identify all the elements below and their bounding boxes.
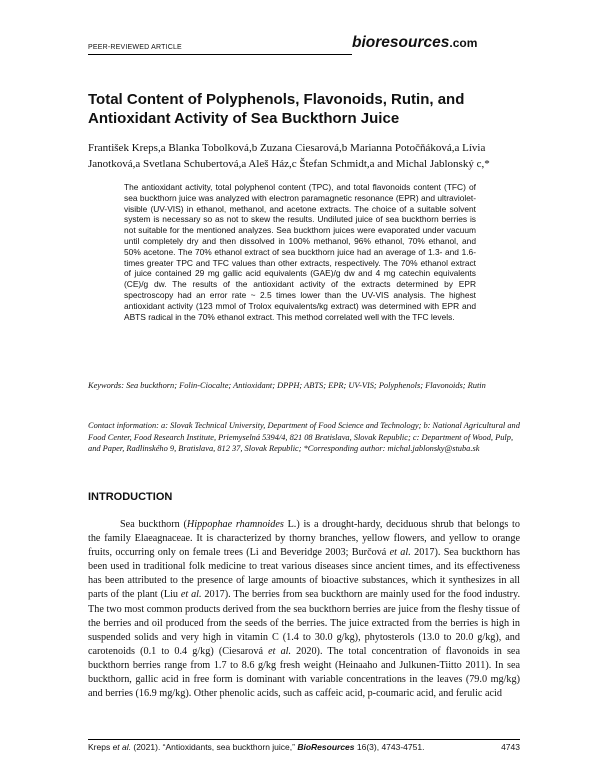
- page-number: 4743: [501, 742, 520, 752]
- contact-information: Contact information: a: Slovak Technical University, Department of Food Science and Technology; b: National Agricultural and Food Center, Food Research Institute, Priemyselná 5394/4, 821 08 Bratislava, Slovak Republic; c: Department of Wood, Pulp, and Paper, Radlinského 9, Bratislava, 812 37, Slovak Republic; *Corresponding author: michal.jablonsky@stuba.sk: [88, 421, 520, 453]
- author-list: František Kreps,a Blanka Tobolková,b Zuzana Ciesarová,b Marianna Potočňáková,a Lívia Janotková,a Svetlana Schubertová,a Aleš Ház,c Štefan Schmidt,a and Michal Jablonský c,*: [88, 142, 490, 170]
- journal-brand-main: bioresources: [352, 34, 450, 51]
- footer-journal: BioResources: [297, 742, 355, 752]
- intro-text: 2017). Sea buckthorn has been used in traditional folk medicine to treat various diseases since ancient times, and its effectiveness has been attributed to the presence of large amounts of bioactive substances, which it synthesizes in all parts of the plant (Liu: [88, 547, 520, 601]
- et-al: et al.: [180, 589, 202, 601]
- intro-text: 2017). The berries from sea buckthorn are mainly used for the food industry. The two most common products derived from the sea buckthorn berries are juice from the fleshy tissue of the berries and oil produced from the seeds of the berries. The juice extracted from the berries is high in suspended solids and very high in vitamin C (1.4 to 30.0 g/kg), phytosterols (13.0 to 20.0 g/kg), and carotenoids (0.1 to 0.4 g/kg) (Ciesarová: [88, 589, 520, 657]
- species-name: Hippophae rhamnoides: [186, 519, 284, 530]
- journal-brand[interactable]: [352, 34, 477, 52]
- footer-title: (2021). “Antioxidants, sea buckthorn juice,”: [131, 742, 295, 752]
- page-footer: [88, 742, 520, 752]
- journal-brand-suffix: .com: [449, 36, 478, 50]
- footer-citation: [88, 742, 424, 752]
- et-al: et al.: [389, 547, 411, 559]
- intro-text: Sea buckthorn (: [120, 519, 187, 530]
- article-title: Total Content of Polyphenols, Flavonoids, Rutin, and Antioxidant Activity of Sea Buckthorn Juice: [88, 91, 465, 127]
- abstract: The antioxidant activity, total polyphenol content (TPC), and total flavonoids content (TFC) of sea buckthorn juice was analyzed with electron paramagnetic resonance (EPR) and ultraviolet-visible (UV-VIS) in ethanol, methanol, and acetone extracts. The choice of a suitable solvent system is necessary so as not to skew the results. Undiluted juice of sea buckthorn berries is not suitable for the mentioned analyzes. Sea buckthorn juices were evaporated under vacuum until completely dry and then dissolved in 100% methanol, 96% ethanol, 70% ethanol, and 50% acetone. The 70% ethanol extract of sea buckthorn juice had an average of 1.3- and 1.6-times greater TPC and TFC values than other extracts, respectively. The 70% ethanol extract of juice contained 29 mg gallic acid equivalents (GAE)/g dw and 4 mg catechin equivalents (CE)/g dw. The results of the antioxidant activity of the extracts determined by EPR spectroscopy had an error rate ~ 2.5 times lower than the UV-VIS analysis. The highest antioxidant activity (123 mmol of Trolox equivalents/kg extract) was determined with EPR and ABTS radical in the 70% ethanol extract. This method correlated well with the TFC levels.: [124, 182, 476, 322]
- section-heading-introduction: INTRODUCTION: [88, 491, 173, 503]
- keywords: Keywords: Sea buckthorn; Folin-Ciocalte; Antioxidant; DPPH; ABTS; EPR; UV-VIS; Polyphenols; Flavonoids; Rutin: [88, 381, 486, 390]
- et-al: et al.: [268, 645, 292, 657]
- header-article-type: PEER-REVIEWED ARTICLE: [88, 44, 182, 51]
- intro-text: L.) is a drought-hardy, deciduous shrub that belongs to the family Elaeagnaceae. It is characterized by thorny branches, yellow flowers, and yellow to orange fruits, occurring only on female trees (Li and Beveridge 2003; Burčová: [88, 519, 520, 559]
- footer-authors: Kreps: [88, 742, 113, 752]
- footer-et-al: et al.: [112, 742, 132, 752]
- header-rule: [88, 54, 352, 55]
- footer-rule: [88, 739, 520, 740]
- footer-volume: 16(3), 4743-4751.: [354, 742, 425, 752]
- introduction-paragraph: [88, 518, 520, 701]
- intro-text: 2020). The total concentration of flavonoids in sea buckthorn berries range from 1.7 to 8.6 g/kg fresh weight (Heinaaho and Julkunen-Tiitto 2011). In sea buckthorn, gallic acid in free form is dominant with variable concentrations in the leaves (79.0 mg/kg) and berries (16.9 mg/kg). Other phenolic acids, such as caffeic acid, p-coumaric acid, and ferulic acid: [88, 645, 520, 700]
